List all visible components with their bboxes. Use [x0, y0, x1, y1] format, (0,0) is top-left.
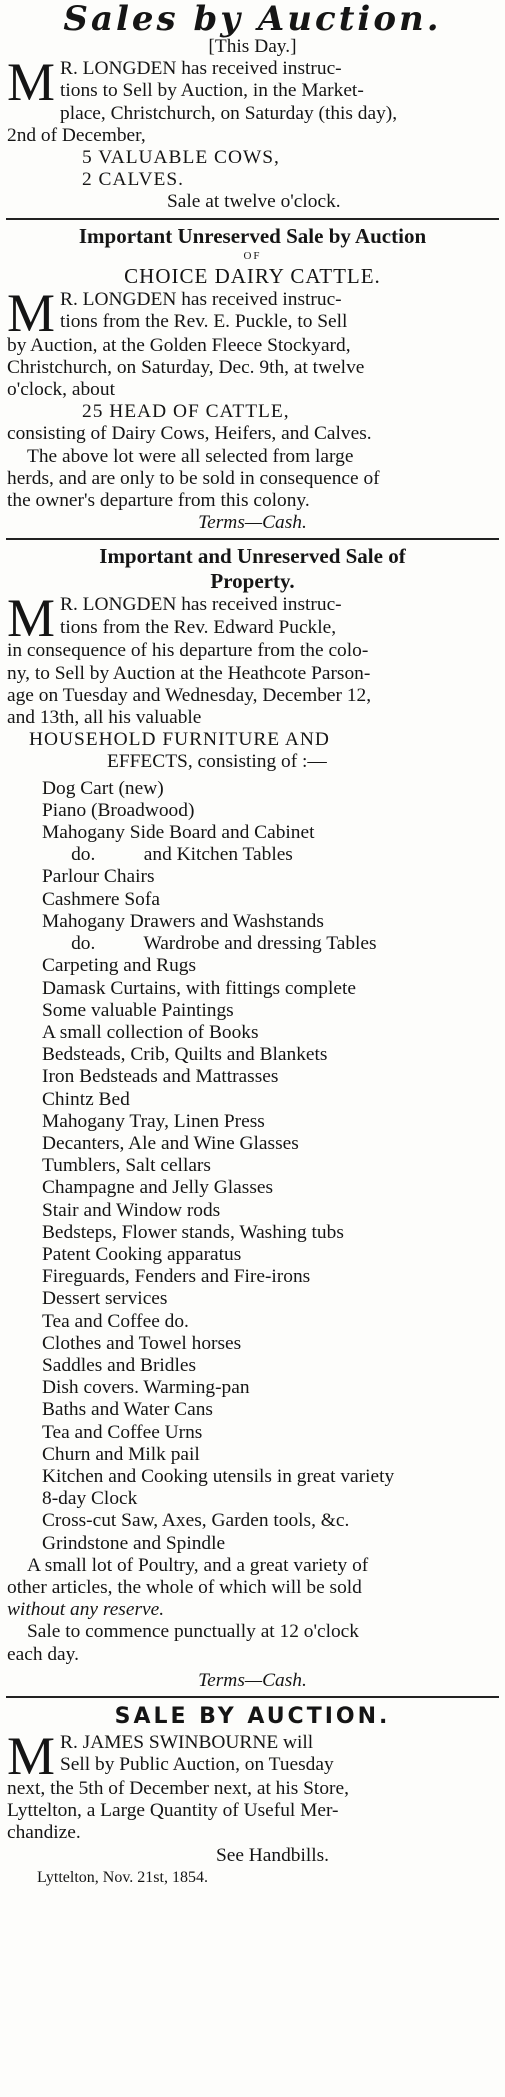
ad-cows-calves — [0, 36, 505, 214]
furniture-item: Clothes and Towel horses — [42, 1332, 242, 1354]
furniture-item: Mahogany Side Board and Cabinet — [42, 822, 315, 844]
ad2-body — [7, 282, 498, 402]
ad4-line-2: next, the 5th of December next, at his Store, — [7, 1778, 349, 1799]
ad3-line-0: R. LONGDEN has received instruc- — [60, 594, 342, 616]
ad-household-furniture — [0, 544, 505, 1692]
ad4-line-3: Lyttelton, a Large Quantity of Useful Mer- — [7, 1800, 339, 1822]
furniture-item: Parlour Chairs — [42, 866, 155, 888]
ad2-line-1: tions from the Rev. E. Puckle, to Sell — [60, 310, 348, 332]
ad1-line-1: tions to Sell by Auction, in the Market- — [60, 80, 364, 102]
furniture-item: do. Wardrobe and dressing Tables — [42, 933, 377, 955]
ad1-lot-calves: 2 CALVES. — [82, 169, 185, 191]
ad3-dropcap: M — [7, 588, 56, 649]
ad2-note-2: the owner's departure from this colony. — [7, 490, 310, 512]
divider — [6, 1696, 499, 1698]
furniture-item: Decanters, Ale and Wine Glasses — [42, 1132, 299, 1154]
ad1-body — [7, 52, 498, 147]
furniture-item: Piano (Broadwood) — [42, 799, 195, 821]
furniture-item: A small collection of Books — [42, 1021, 259, 1043]
ad3-body — [7, 588, 498, 729]
ad2-of: OF — [243, 249, 262, 262]
furniture-item: Fireguards, Fenders and Fire-irons — [42, 1266, 311, 1288]
furniture-item: Chintz Bed — [42, 1088, 130, 1110]
masthead-title: Sales by Auction. — [63, 0, 442, 39]
ad3-terms: Terms—Cash. — [198, 1669, 307, 1691]
furniture-item: Tumblers, Salt cellars — [42, 1155, 211, 1177]
ad3-closing-0: A small lot of Poultry, and a great variety of — [27, 1554, 369, 1576]
ad1-line-2: place, Christchurch, on Saturday (this day), — [60, 102, 398, 124]
ad-swinbourne — [0, 1702, 505, 1889]
ad2-subject: CHOICE DAIRY CATTLE. — [124, 263, 381, 288]
ad2-line-4: o'clock, about — [7, 379, 115, 401]
furniture-item: Iron Bedsteads and Mattrasses — [42, 1066, 279, 1088]
furniture-item: Mahogany Tray, Linen Press — [42, 1110, 265, 1132]
ad4-body — [7, 1726, 498, 1845]
ad2-title: Important Unreserved Sale by Auction — [78, 223, 427, 248]
ad4-line-0: R. JAMES SWINBOURNE will — [60, 1732, 314, 1753]
furniture-item: 8-day Clock — [42, 1488, 138, 1510]
ad1-dateline: [This Day.] — [208, 36, 297, 57]
furniture-item: Some valuable Paintings — [42, 999, 234, 1021]
furniture-item: Bedsteps, Flower stands, Washing tubs — [42, 1221, 344, 1243]
ad2-terms: Terms—Cash. — [198, 512, 307, 534]
ad3-heading2: EFFECTS, consisting of :— — [107, 751, 327, 773]
furniture-item: Cross-cut Saw, Axes, Garden tools, &c. — [42, 1510, 350, 1532]
ad2-consisting: consisting of Dairy Cows, Heifers, and Calves. — [7, 423, 372, 445]
furniture-item: Bedsteads, Crib, Quilts and Blankets — [42, 1044, 328, 1066]
ad4-line-1: Sell by Public Auction, on Tuesday — [60, 1754, 334, 1776]
ad1-lot-cows: 5 VALUABLE COWS, — [82, 147, 280, 169]
furniture-item: do. and Kitchen Tables — [42, 844, 293, 866]
ad3-closing-2: without any reserve. — [7, 1599, 165, 1621]
ad4-dateline: Lyttelton, Nov. 21st, 1854. — [37, 1868, 208, 1886]
ad3-heading1: HOUSEHOLD FURNITURE AND — [29, 729, 330, 751]
furniture-list — [7, 778, 498, 1555]
furniture-item: Tea and Coffee do. — [42, 1310, 189, 1332]
furniture-item: Dish covers. Warming-pan — [42, 1377, 250, 1399]
ad3-commence-1: each day. — [7, 1643, 79, 1665]
furniture-item: Churn and Milk pail — [42, 1443, 200, 1465]
furniture-item: Damask Curtains, with fittings complete — [42, 977, 356, 999]
ad3-title-line2: Property. — [210, 569, 295, 594]
ad2-line-2: by Auction, at the Golden Fleece Stockyard, — [7, 334, 351, 356]
furniture-item: Dessert services — [42, 1288, 168, 1310]
ad3-closing-1: other articles, the whole of which will be sold — [7, 1576, 362, 1598]
ad3-line-4: age on Tuesday and Wednesday, December 12, — [7, 684, 372, 706]
furniture-item: Cashmere Sofa — [42, 888, 160, 910]
ad3-line-3: ny, to Sell by Auction at the Heathcote Parson- — [7, 662, 371, 684]
furniture-item: Grindstone and Spindle — [42, 1532, 226, 1554]
ad1-line-3: 2nd of December, — [7, 124, 146, 146]
ad-dairy-cattle — [0, 224, 505, 535]
furniture-item: Kitchen and Cooking utensils in great variety — [42, 1465, 395, 1487]
ad3-commence-0: Sale to commence punctually at 12 o'clock — [27, 1621, 359, 1643]
furniture-item: Carpeting and Rugs — [42, 955, 197, 977]
furniture-item: Patent Cooking apparatus — [42, 1243, 242, 1265]
ad2-lot: 25 HEAD OF CATTLE, — [82, 401, 290, 423]
ad1-dropcap: M — [7, 52, 56, 113]
ad3-line-2: in consequence of his departure from the colo- — [7, 640, 369, 662]
ad4-see-handbills: See Handbills. — [215, 1844, 330, 1866]
ad3-line-1: tions from the Rev. Edward Puckle, — [60, 616, 337, 638]
furniture-item: Dog Cart (new) — [42, 777, 164, 799]
ad3-line-5: and 13th, all his valuable — [7, 707, 202, 729]
ad2-note-1: herds, and are only to be sold in consequence of — [7, 467, 380, 489]
furniture-item: Mahogany Drawers and Washstands — [42, 910, 324, 932]
ad4-title: SALE BY AUCTION. — [114, 1704, 391, 1729]
furniture-item: Stair and Window rods — [42, 1199, 221, 1221]
divider — [6, 538, 499, 540]
furniture-item: Champagne and Jelly Glasses — [42, 1177, 274, 1199]
ad2-line-3: Christchurch, on Saturday, Dec. 9th, at twelve — [7, 356, 365, 378]
furniture-item: Saddles and Bridles — [42, 1354, 197, 1376]
ad4-dropcap: M — [7, 1726, 56, 1786]
furniture-item: Baths and Water Cans — [42, 1399, 213, 1421]
ad1-sale-time: Sale at twelve o'clock. — [167, 191, 341, 213]
ad2-note-0: The above lot were all selected from large — [27, 445, 354, 467]
ad2-dropcap: M — [7, 282, 56, 343]
ad4-line-4: chandize. — [7, 1822, 81, 1844]
furniture-item: Tea and Coffee Urns — [42, 1421, 203, 1443]
ad1-line-0: R. LONGDEN has received instruc- — [60, 58, 342, 80]
divider — [6, 218, 499, 220]
ad2-line-0: R. LONGDEN has received instruc- — [60, 288, 342, 310]
ad3-title-line1: Important and Unreserved Sale of — [99, 544, 406, 569]
